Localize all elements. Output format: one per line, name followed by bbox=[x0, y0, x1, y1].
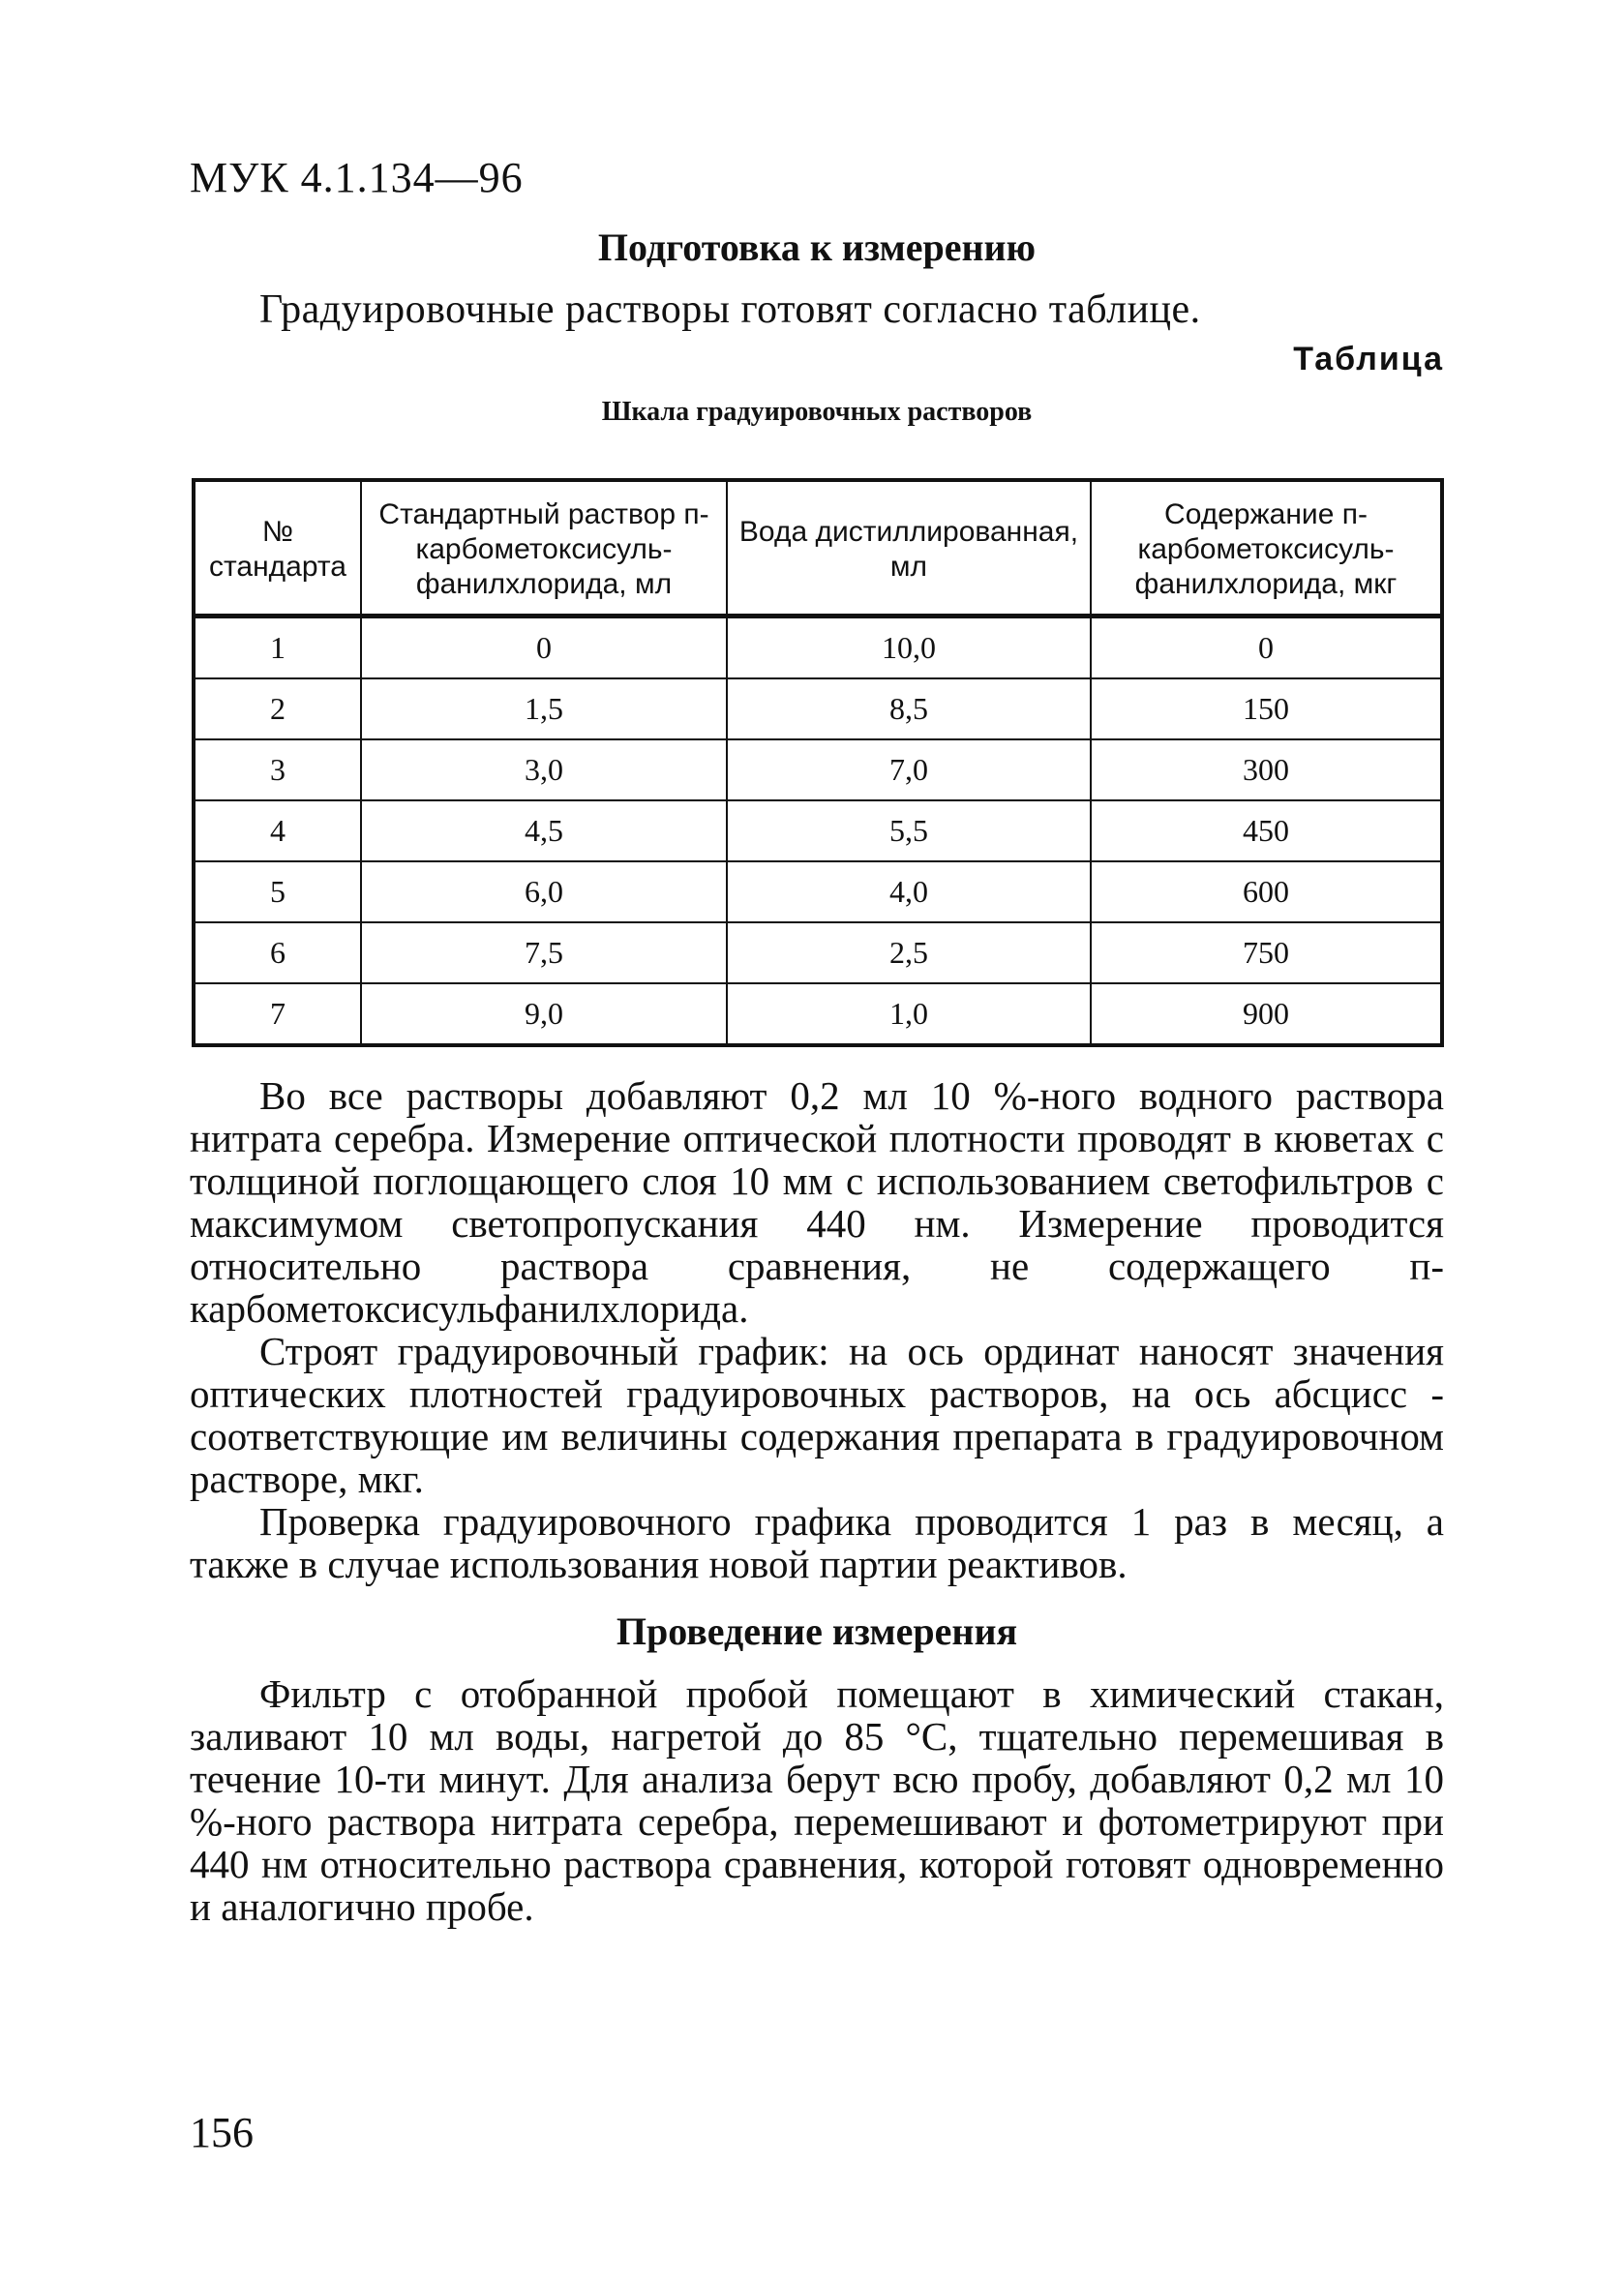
paragraph-measurement: Фильтр с отобранной пробой помещают в химический стакан, заливают 10 мл воды, нагретой до 85 °С, тщательно перемешивая в течение 10-ти минут. Для анализа берут всю пробу, добавляют 0,2 мл 10 %-ного раствора нитрата серебра, перемешивают и фотометрируют при 440 нм относительно раствора сравнения, которой готовят одновременно и аналогично пробе. bbox=[190, 1671, 1444, 1929]
table-cell: 1,5 bbox=[361, 678, 727, 739]
table-cell: 3,0 bbox=[361, 739, 727, 800]
paragraph-graph-check: Проверка градуировочного графика проводится 1 раз в месяц, а также в случае использования новой партии реактивов. bbox=[190, 1499, 1444, 1586]
paragraph-calibration-graph: Строят градуировочный график: на ось ординат наносят значения оптических плотностей градуировочных растворов, на ось абсцисс - соответствующие им величины содержания препарата в градуировочном растворе, мкг. bbox=[190, 1329, 1444, 1501]
table-cell: 4 bbox=[194, 800, 361, 861]
column-header-content: Содержание п-карбометоксисуль-фанилхлорида, мкг bbox=[1091, 480, 1442, 617]
section-title-preparation: Подготовка к измерению bbox=[597, 226, 1037, 269]
table-cell: 7,0 bbox=[727, 739, 1091, 800]
table-label: Таблица bbox=[1293, 341, 1444, 377]
document-code: МУК 4.1.134—96 bbox=[190, 154, 524, 201]
table-cell: 5 bbox=[194, 861, 361, 922]
table-row bbox=[194, 617, 1442, 679]
table-cell: 900 bbox=[1091, 983, 1442, 1045]
table-cell: 2 bbox=[194, 678, 361, 739]
table-cell: 5,5 bbox=[727, 800, 1091, 861]
table-cell: 1,0 bbox=[727, 983, 1091, 1045]
body-text-block bbox=[190, 1074, 1444, 1585]
table-cell: 7,5 bbox=[361, 922, 727, 983]
table-row bbox=[194, 922, 1442, 983]
table-cell: 6,0 bbox=[361, 861, 727, 922]
table-cell: 10,0 bbox=[727, 617, 1091, 679]
table-cell: 4,5 bbox=[361, 800, 727, 861]
table-cell: 0 bbox=[361, 617, 727, 679]
table-caption: Шкала градуировочных растворов bbox=[601, 397, 1033, 427]
table-cell: 9,0 bbox=[361, 983, 727, 1045]
calibration-table bbox=[192, 478, 1444, 1047]
table-cell: 2,5 bbox=[727, 922, 1091, 983]
table-cell: 1 bbox=[194, 617, 361, 679]
table-cell: 7 bbox=[194, 983, 361, 1045]
table-cell: 750 bbox=[1091, 922, 1442, 983]
table-row bbox=[194, 983, 1442, 1045]
table-cell: 4,0 bbox=[727, 861, 1091, 922]
table-row bbox=[194, 739, 1442, 800]
table-cell: 450 bbox=[1091, 800, 1442, 861]
table-cell: 300 bbox=[1091, 739, 1442, 800]
column-header-standard-number: № стандарта bbox=[194, 480, 361, 617]
body-text-block-measurement bbox=[190, 1672, 1444, 1928]
column-header-water: Вода дистиллированная, мл bbox=[727, 480, 1091, 617]
intro-text: Градуировочные растворы готовят согласно таблице. bbox=[259, 287, 1201, 332]
table-row bbox=[194, 800, 1442, 861]
table-cell: 150 bbox=[1091, 678, 1442, 739]
section-title-measurement: Проведение измерения bbox=[616, 1609, 1018, 1653]
page-number: 156 bbox=[190, 2109, 254, 2156]
table-cell: 600 bbox=[1091, 861, 1442, 922]
table-header-row bbox=[194, 480, 1442, 617]
table-row bbox=[194, 861, 1442, 922]
table-cell: 6 bbox=[194, 922, 361, 983]
table-cell: 0 bbox=[1091, 617, 1442, 679]
table-cell: 3 bbox=[194, 739, 361, 800]
table-row bbox=[194, 678, 1442, 739]
paragraph-reagents: Во все растворы добавляют 0,2 мл 10 %-ного водного раствора нитрата серебра. Измерение оптической плотности проводят в кюветах с толщиной поглощающего слоя 10 мм с использованием светофильтров с максимумом светопропускания 440 нм. Измерение проводится относительно раствора сравнения, не содержащего п-карбометоксисульфанилхлорида. bbox=[190, 1073, 1444, 1331]
table-cell: 8,5 bbox=[727, 678, 1091, 739]
column-header-standard-solution: Стандартный раствор п-карбометоксисуль-фанилхлорида, мл bbox=[361, 480, 727, 617]
